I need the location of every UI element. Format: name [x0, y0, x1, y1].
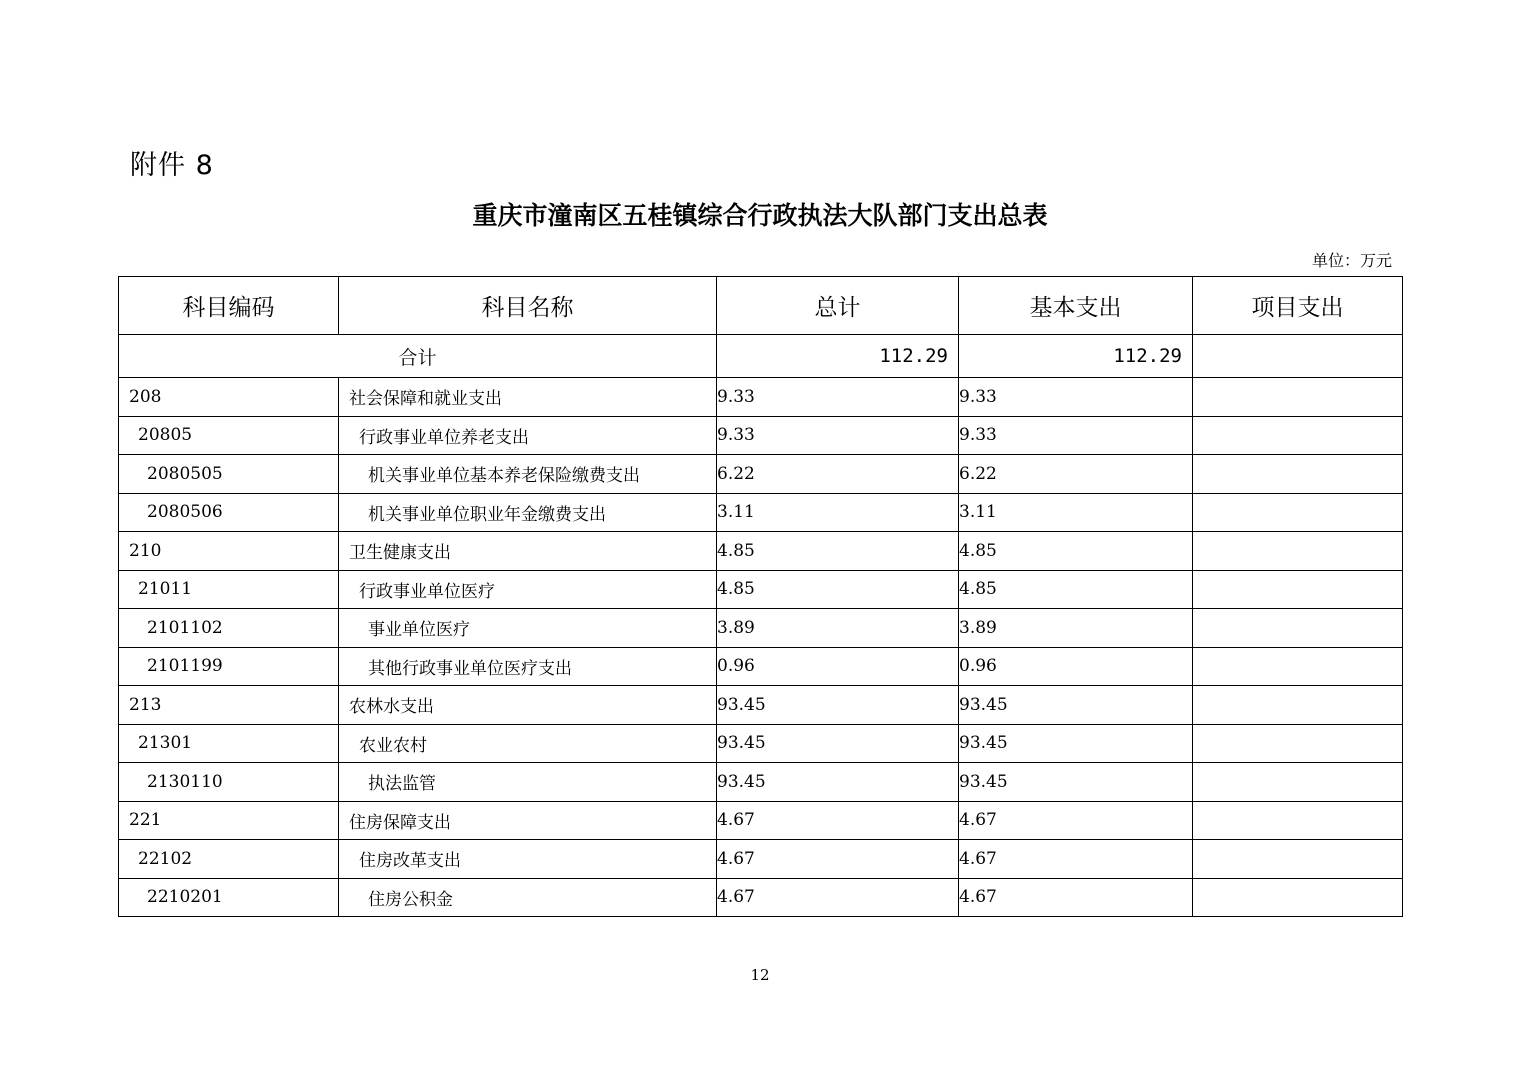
- cell-name: 住房改革支出: [339, 840, 717, 879]
- cell-project: [1193, 801, 1403, 840]
- header-code: 科目编码: [119, 277, 339, 335]
- cell-name: 事业单位医疗: [339, 609, 717, 648]
- table-body: [119, 335, 1403, 917]
- cell-name: 其他行政事业单位医疗支出: [339, 647, 717, 686]
- header-basic: 基本支出: [959, 277, 1193, 335]
- cell-name: 执法监管: [339, 763, 717, 802]
- cell-name: 住房保障支出: [339, 801, 717, 840]
- cell-code: 213: [119, 686, 339, 725]
- cell-total: 4.85: [717, 532, 959, 571]
- cell-code: 21301: [119, 724, 339, 763]
- cell-project: [1193, 763, 1403, 802]
- cell-project: [1193, 455, 1403, 494]
- cell-name: 社会保障和就业支出: [339, 378, 717, 417]
- table-row: [119, 840, 1403, 879]
- document-title: 重庆市潼南区五桂镇综合行政执法大队部门支出总表: [472, 201, 1048, 230]
- header-name: 科目名称: [339, 277, 717, 335]
- cell-project: [1193, 493, 1403, 532]
- cell-basic: 3.89: [959, 609, 1193, 648]
- table-row: [119, 878, 1403, 917]
- cell-total: 4.67: [717, 840, 959, 879]
- cell-total: 93.45: [717, 763, 959, 802]
- cell-project: [1193, 416, 1403, 455]
- cell-total: 3.89: [717, 609, 959, 648]
- cell-project: [1193, 878, 1403, 917]
- cell-code: 2130110: [119, 763, 339, 802]
- table-row: [119, 378, 1403, 417]
- cell-code: 20805: [119, 416, 339, 455]
- cell-name: 卫生健康支出: [339, 532, 717, 571]
- cell-basic: 93.45: [959, 724, 1193, 763]
- cell-basic: 4.85: [959, 532, 1193, 571]
- cell-code: 221: [119, 801, 339, 840]
- unit-label: 单位：万元: [1311, 251, 1392, 270]
- cell-basic: 93.45: [959, 763, 1193, 802]
- cell-name: 机关事业单位职业年金缴费支出: [339, 493, 717, 532]
- cell-total: 9.33: [717, 416, 959, 455]
- cell-basic: 4.85: [959, 570, 1193, 609]
- table-row: [119, 455, 1403, 494]
- page-number: 12: [750, 966, 770, 984]
- cell-basic: 0.96: [959, 647, 1193, 686]
- cell-total: 4.67: [717, 878, 959, 917]
- cell-project: [1193, 686, 1403, 725]
- cell-total: 3.11: [717, 493, 959, 532]
- table-row: [119, 609, 1403, 648]
- cell-project: [1193, 609, 1403, 648]
- table-row: [119, 493, 1403, 532]
- cell-total: 93.45: [717, 686, 959, 725]
- cell-name: 机关事业单位基本养老保险缴费支出: [339, 455, 717, 494]
- cell-name: 行政事业单位医疗: [339, 570, 717, 609]
- cell-code: 208: [119, 378, 339, 417]
- cell-name: 行政事业单位养老支出: [339, 416, 717, 455]
- cell-project: [1193, 378, 1403, 417]
- attachment-label: 附件 8: [130, 150, 214, 181]
- cell-total: 93.45: [717, 724, 959, 763]
- total-project: [1193, 335, 1403, 378]
- cell-total: 6.22: [717, 455, 959, 494]
- cell-project: [1193, 532, 1403, 571]
- total-label: 合计: [119, 335, 717, 378]
- cell-total: 9.33: [717, 378, 959, 417]
- table-row: [119, 724, 1403, 763]
- cell-code: 2080506: [119, 493, 339, 532]
- cell-project: [1193, 570, 1403, 609]
- cell-code: 210: [119, 532, 339, 571]
- cell-basic: 4.67: [959, 840, 1193, 879]
- cell-code: 2101199: [119, 647, 339, 686]
- cell-project: [1193, 647, 1403, 686]
- table-row: [119, 801, 1403, 840]
- total-row: [119, 335, 1403, 378]
- table-row: [119, 686, 1403, 725]
- table-row: [119, 763, 1403, 802]
- header-row: [119, 277, 1403, 335]
- cell-name: 农业农村: [339, 724, 717, 763]
- header-total: 总计: [717, 277, 959, 335]
- cell-basic: 4.67: [959, 878, 1193, 917]
- cell-name: 住房公积金: [339, 878, 717, 917]
- cell-basic: 93.45: [959, 686, 1193, 725]
- cell-code: 21011: [119, 570, 339, 609]
- cell-code: 22102: [119, 840, 339, 879]
- cell-total: 4.67: [717, 801, 959, 840]
- cell-basic: 3.11: [959, 493, 1193, 532]
- cell-code: 2080505: [119, 455, 339, 494]
- cell-code: 2210201: [119, 878, 339, 917]
- table-row: [119, 570, 1403, 609]
- cell-basic: 9.33: [959, 416, 1193, 455]
- header-project: 项目支出: [1193, 277, 1403, 335]
- cell-total: 4.85: [717, 570, 959, 609]
- cell-basic: 9.33: [959, 378, 1193, 417]
- table-row: [119, 647, 1403, 686]
- table-row: [119, 416, 1403, 455]
- cell-code: 2101102: [119, 609, 339, 648]
- table-row: [119, 532, 1403, 571]
- cell-basic: 4.67: [959, 801, 1193, 840]
- total-basic: 112.29: [959, 335, 1193, 378]
- cell-name: 农林水支出: [339, 686, 717, 725]
- total-total: 112.29: [717, 335, 959, 378]
- cell-project: [1193, 840, 1403, 879]
- cell-total: 0.96: [717, 647, 959, 686]
- expenditure-table: [118, 276, 1403, 917]
- cell-basic: 6.22: [959, 455, 1193, 494]
- cell-project: [1193, 724, 1403, 763]
